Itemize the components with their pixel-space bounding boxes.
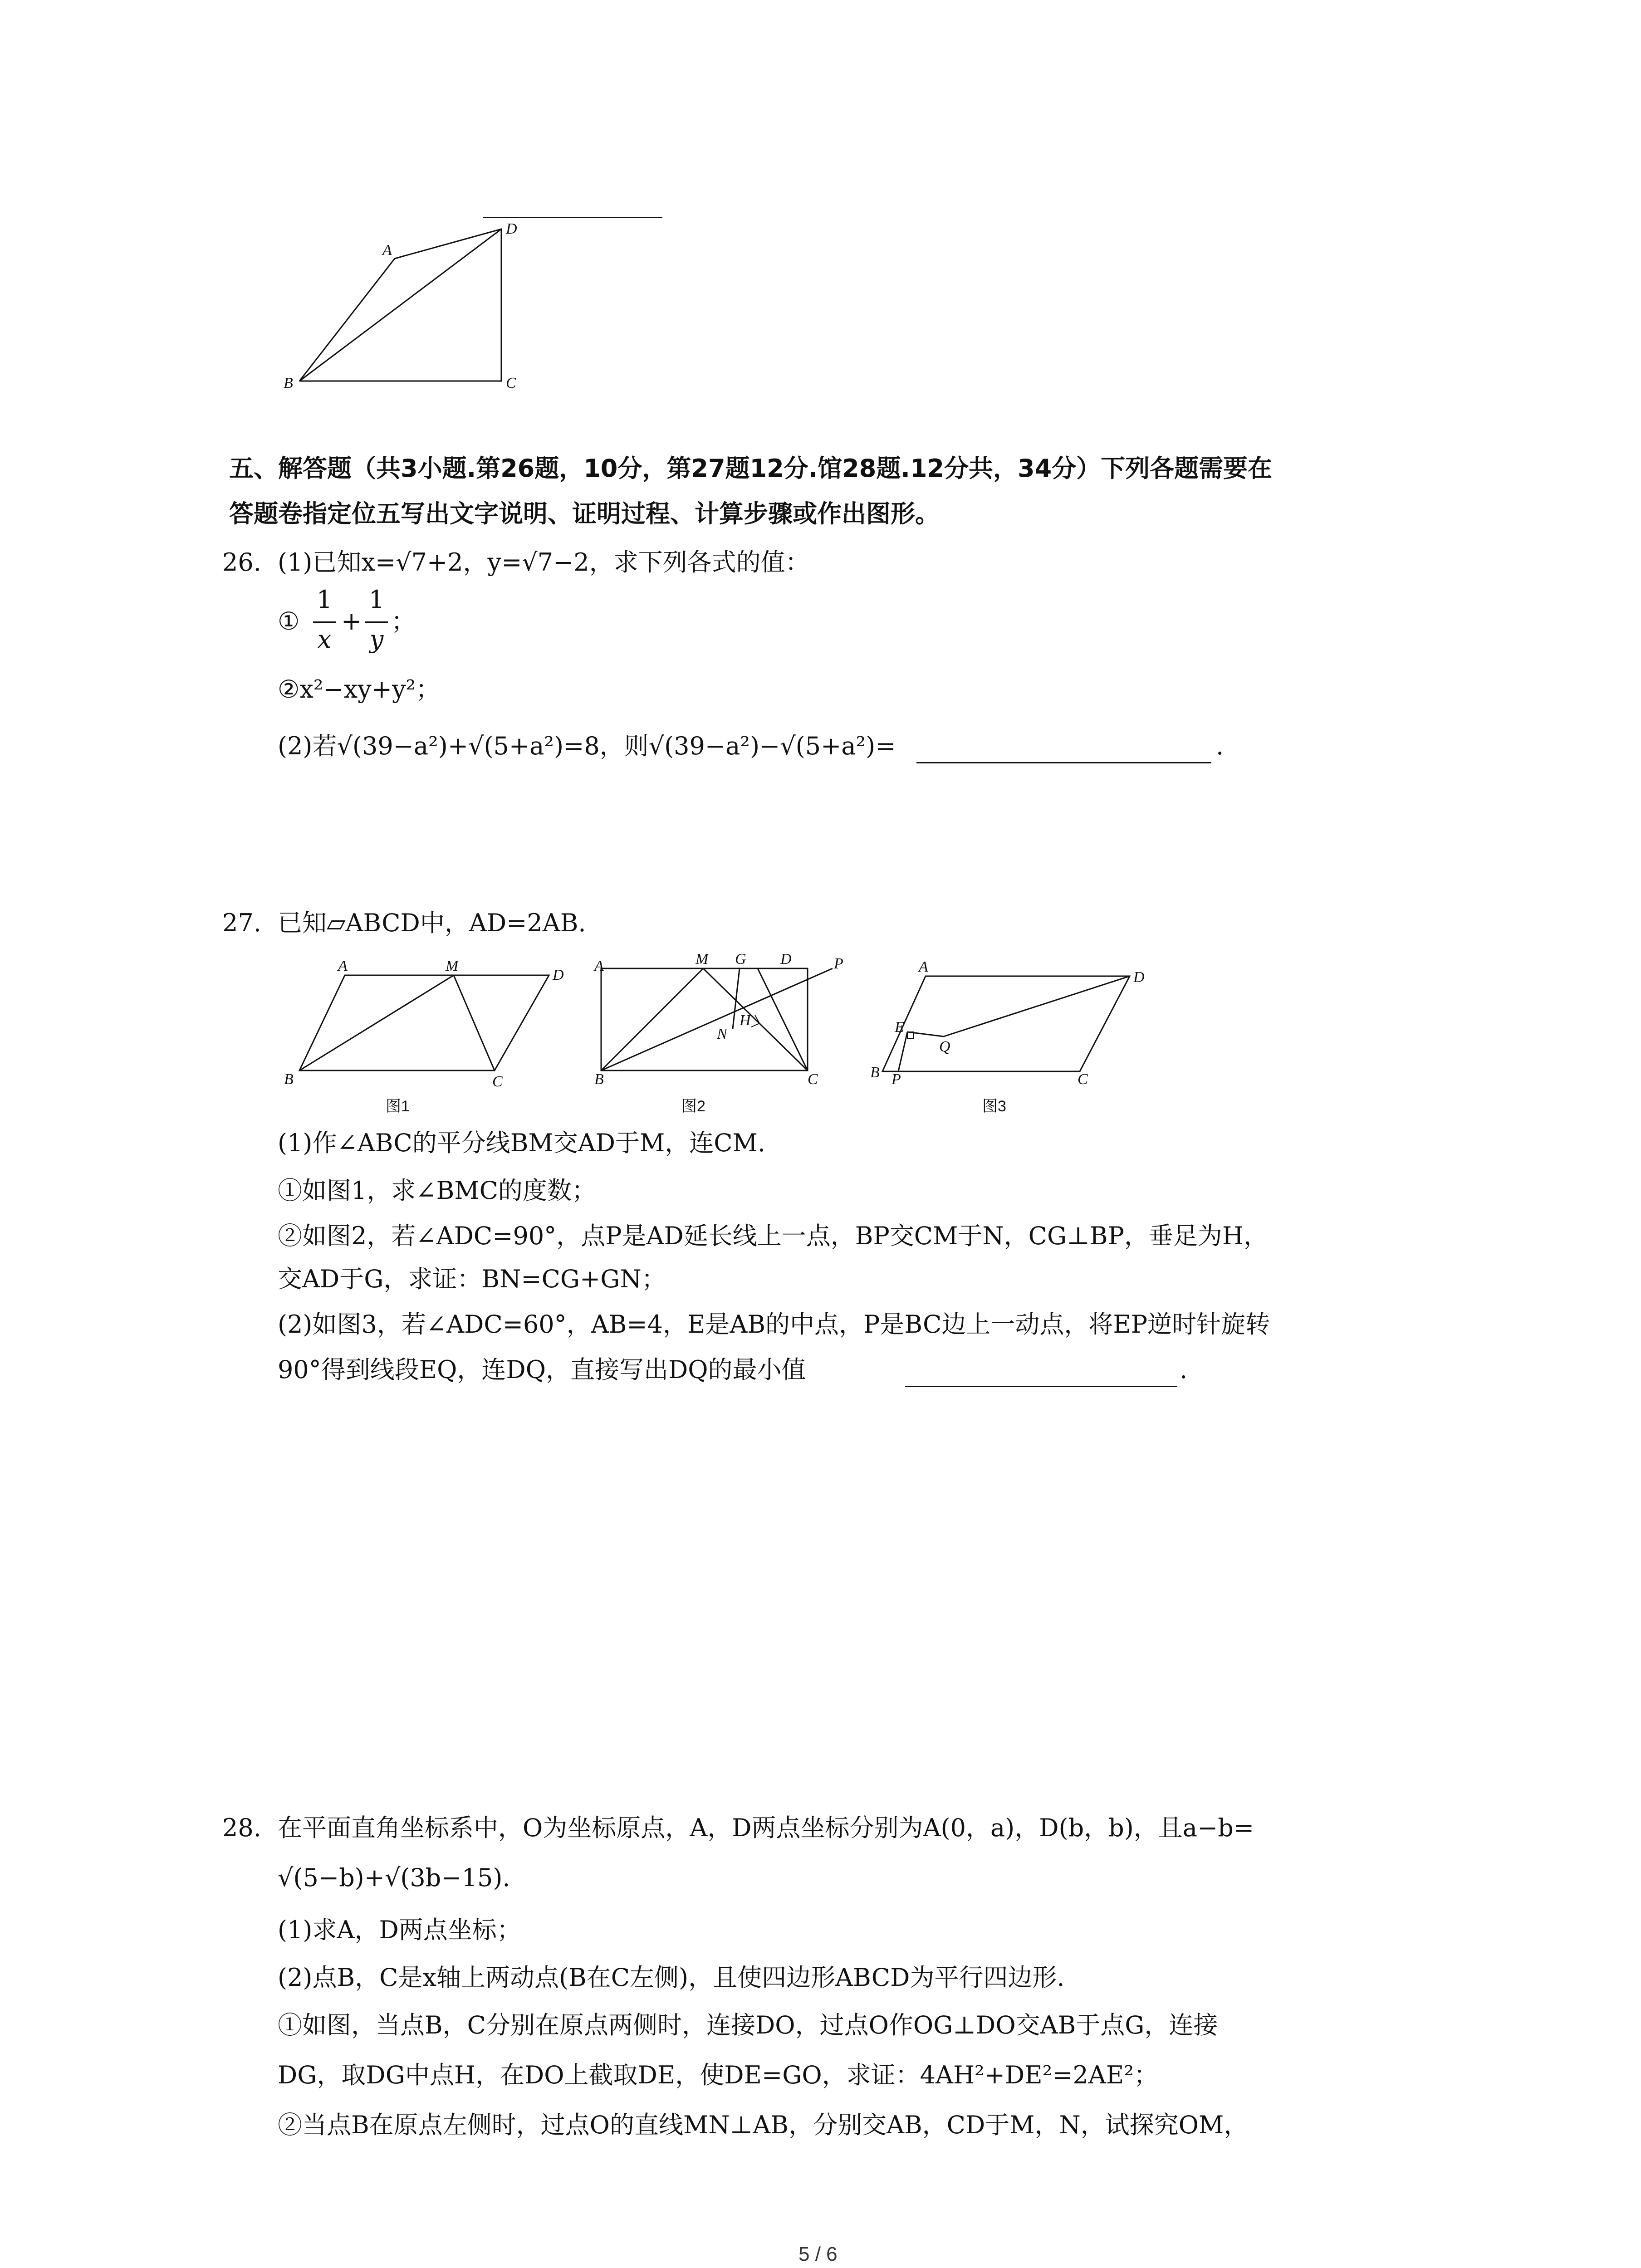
q27-number: 27. [222,909,261,937]
fig1-label-d: D [553,967,564,983]
q25-label-a: A [382,242,392,259]
fig1-label-m: M [446,958,459,974]
fig2-label-c: C [808,1071,818,1088]
fig2-label-b: B [594,1071,604,1088]
q25-figure [272,213,526,395]
q27-p2-line2: 90°得到线段EQ，连DQ，直接写出DQ的最小值 [278,1355,806,1384]
q26-number: 26. [222,548,261,577]
fig2-caption: 图2 [681,1098,705,1115]
fig2-label-a: A [594,958,604,974]
q27-answer-blank[interactable] [905,1386,1177,1387]
q27-p2-line1: (2)如图3，若∠ADC=60°，AB=4，E是AB的中点，P是BC边上一动点，将EP逆时针旋转 [278,1310,1270,1339]
q25-label-c: C [506,375,516,391]
fig3-label-d: D [1133,969,1145,986]
section5-heading-line1: 五、解答题（共3小题.第26题，10分，第27题12分.馆28题.12分共，34分）下列各题需要在 [229,454,1273,483]
q27-figure1 [281,948,563,1120]
q27-figure2 [585,948,867,1120]
fig3-label-b: B [870,1064,880,1081]
q28-p2b: ②当点B在原点左侧时，过点O的直线MN⊥AB，分别交AB，CD于M，N，试探究OM， [278,2111,1249,2139]
fig2-label-p: P [834,955,843,972]
q28-number: 28. [222,1813,261,1842]
q27-p1: (1)作∠ABC的平分线BM交AD于M，连CM. [278,1129,766,1157]
q26-frac2-bar [365,621,388,623]
fig3-caption: 图3 [982,1098,1006,1115]
fig1-label-a: A [338,958,348,974]
q27-figure3 [867,948,1157,1120]
fig3-label-p: P [892,1071,901,1088]
q28-p2a-line2: DG，取DG中点H，在DO上截取DE，使DE=GO，求证：4AH²+DE²=2AE²； [278,2061,1158,2089]
q26-sub1-end: ； [391,607,416,635]
fig3-label-c: C [1078,1071,1088,1088]
q25-label-d: D [506,220,517,237]
section5-heading-line2: 答题卷指定位五写出文字说明、证明过程、计算步骤或作出图形。 [229,499,940,528]
fig2-label-g: G [735,951,746,968]
q26-sub1-mark: ① [278,607,300,635]
fig1-caption: 图1 [386,1098,410,1115]
fig2-label-n: N [717,1026,727,1042]
q26-plus: + [341,607,362,635]
q28-p2a-line1: ①如图，当点B，C分别在原点两侧时，连接DO，过点O作OG⊥DO交AB于点G，连接 [278,2011,1218,2039]
q27-p1b-line2: 交AD于G，求证：BN=CG+GN； [278,1265,666,1293]
q26-part2: (2)若√(39−a²)+√(5+a²)=8，则√(39−a²)−√(5+a²)= [278,732,896,760]
fig3-label-q: Q [939,1038,950,1055]
fig1-label-b: B [284,1071,294,1088]
q27-stem: 已知▱ABCD中，AD=2AB. [278,909,586,937]
q28-p1: (1)求A，D两点坐标； [278,1916,521,1944]
fig3-label-a: A [919,958,928,975]
q26-frac1-den: x [317,625,332,654]
q26-part2-end: . [1216,732,1224,760]
q26-frac1-bar [313,621,336,623]
q26-frac1-num: 1 [316,585,333,614]
q28-stem-line1: 在平面直角坐标系中，O为坐标原点，A，D两点坐标分别为A(0，a)，D(b，b)，且a−b= [278,1813,1254,1842]
q28-stem-line2: √(5−b)+√(3b−15). [278,1863,510,1892]
q28-p2: (2)点B，C是x轴上两动点(B在C左侧)，且使四边形ABCD为平行四边形. [278,1963,1065,1992]
fig2-label-m: M [696,951,709,968]
page-number: 5 / 6 [798,2243,838,2265]
q27-p1b-line1: ②如图2，若∠ADC=90°，点P是AD延长线上一点，BP交CM于N，CG⊥BP，垂足为H， [278,1222,1269,1250]
fig2-label-h: H [740,1012,751,1029]
fig2-label-d: D [780,951,792,968]
fig1-label-c: C [492,1073,503,1090]
fig3-label-e: E [895,1019,904,1036]
q27-p2-end: . [1180,1355,1188,1384]
q25-label-b: B [284,375,293,391]
q26-sub2: ②x²−xy+y²； [278,675,441,704]
q26-answer-blank[interactable] [916,762,1211,763]
q26-frac2-den: y [369,625,384,654]
q27-p1a: ①如图1，求∠BMC的度数； [278,1176,596,1205]
q26-part1: (1)已知x=√7+2，y=√7−2，求下列各式的值： [278,548,810,577]
q26-frac2-num: 1 [368,585,385,614]
